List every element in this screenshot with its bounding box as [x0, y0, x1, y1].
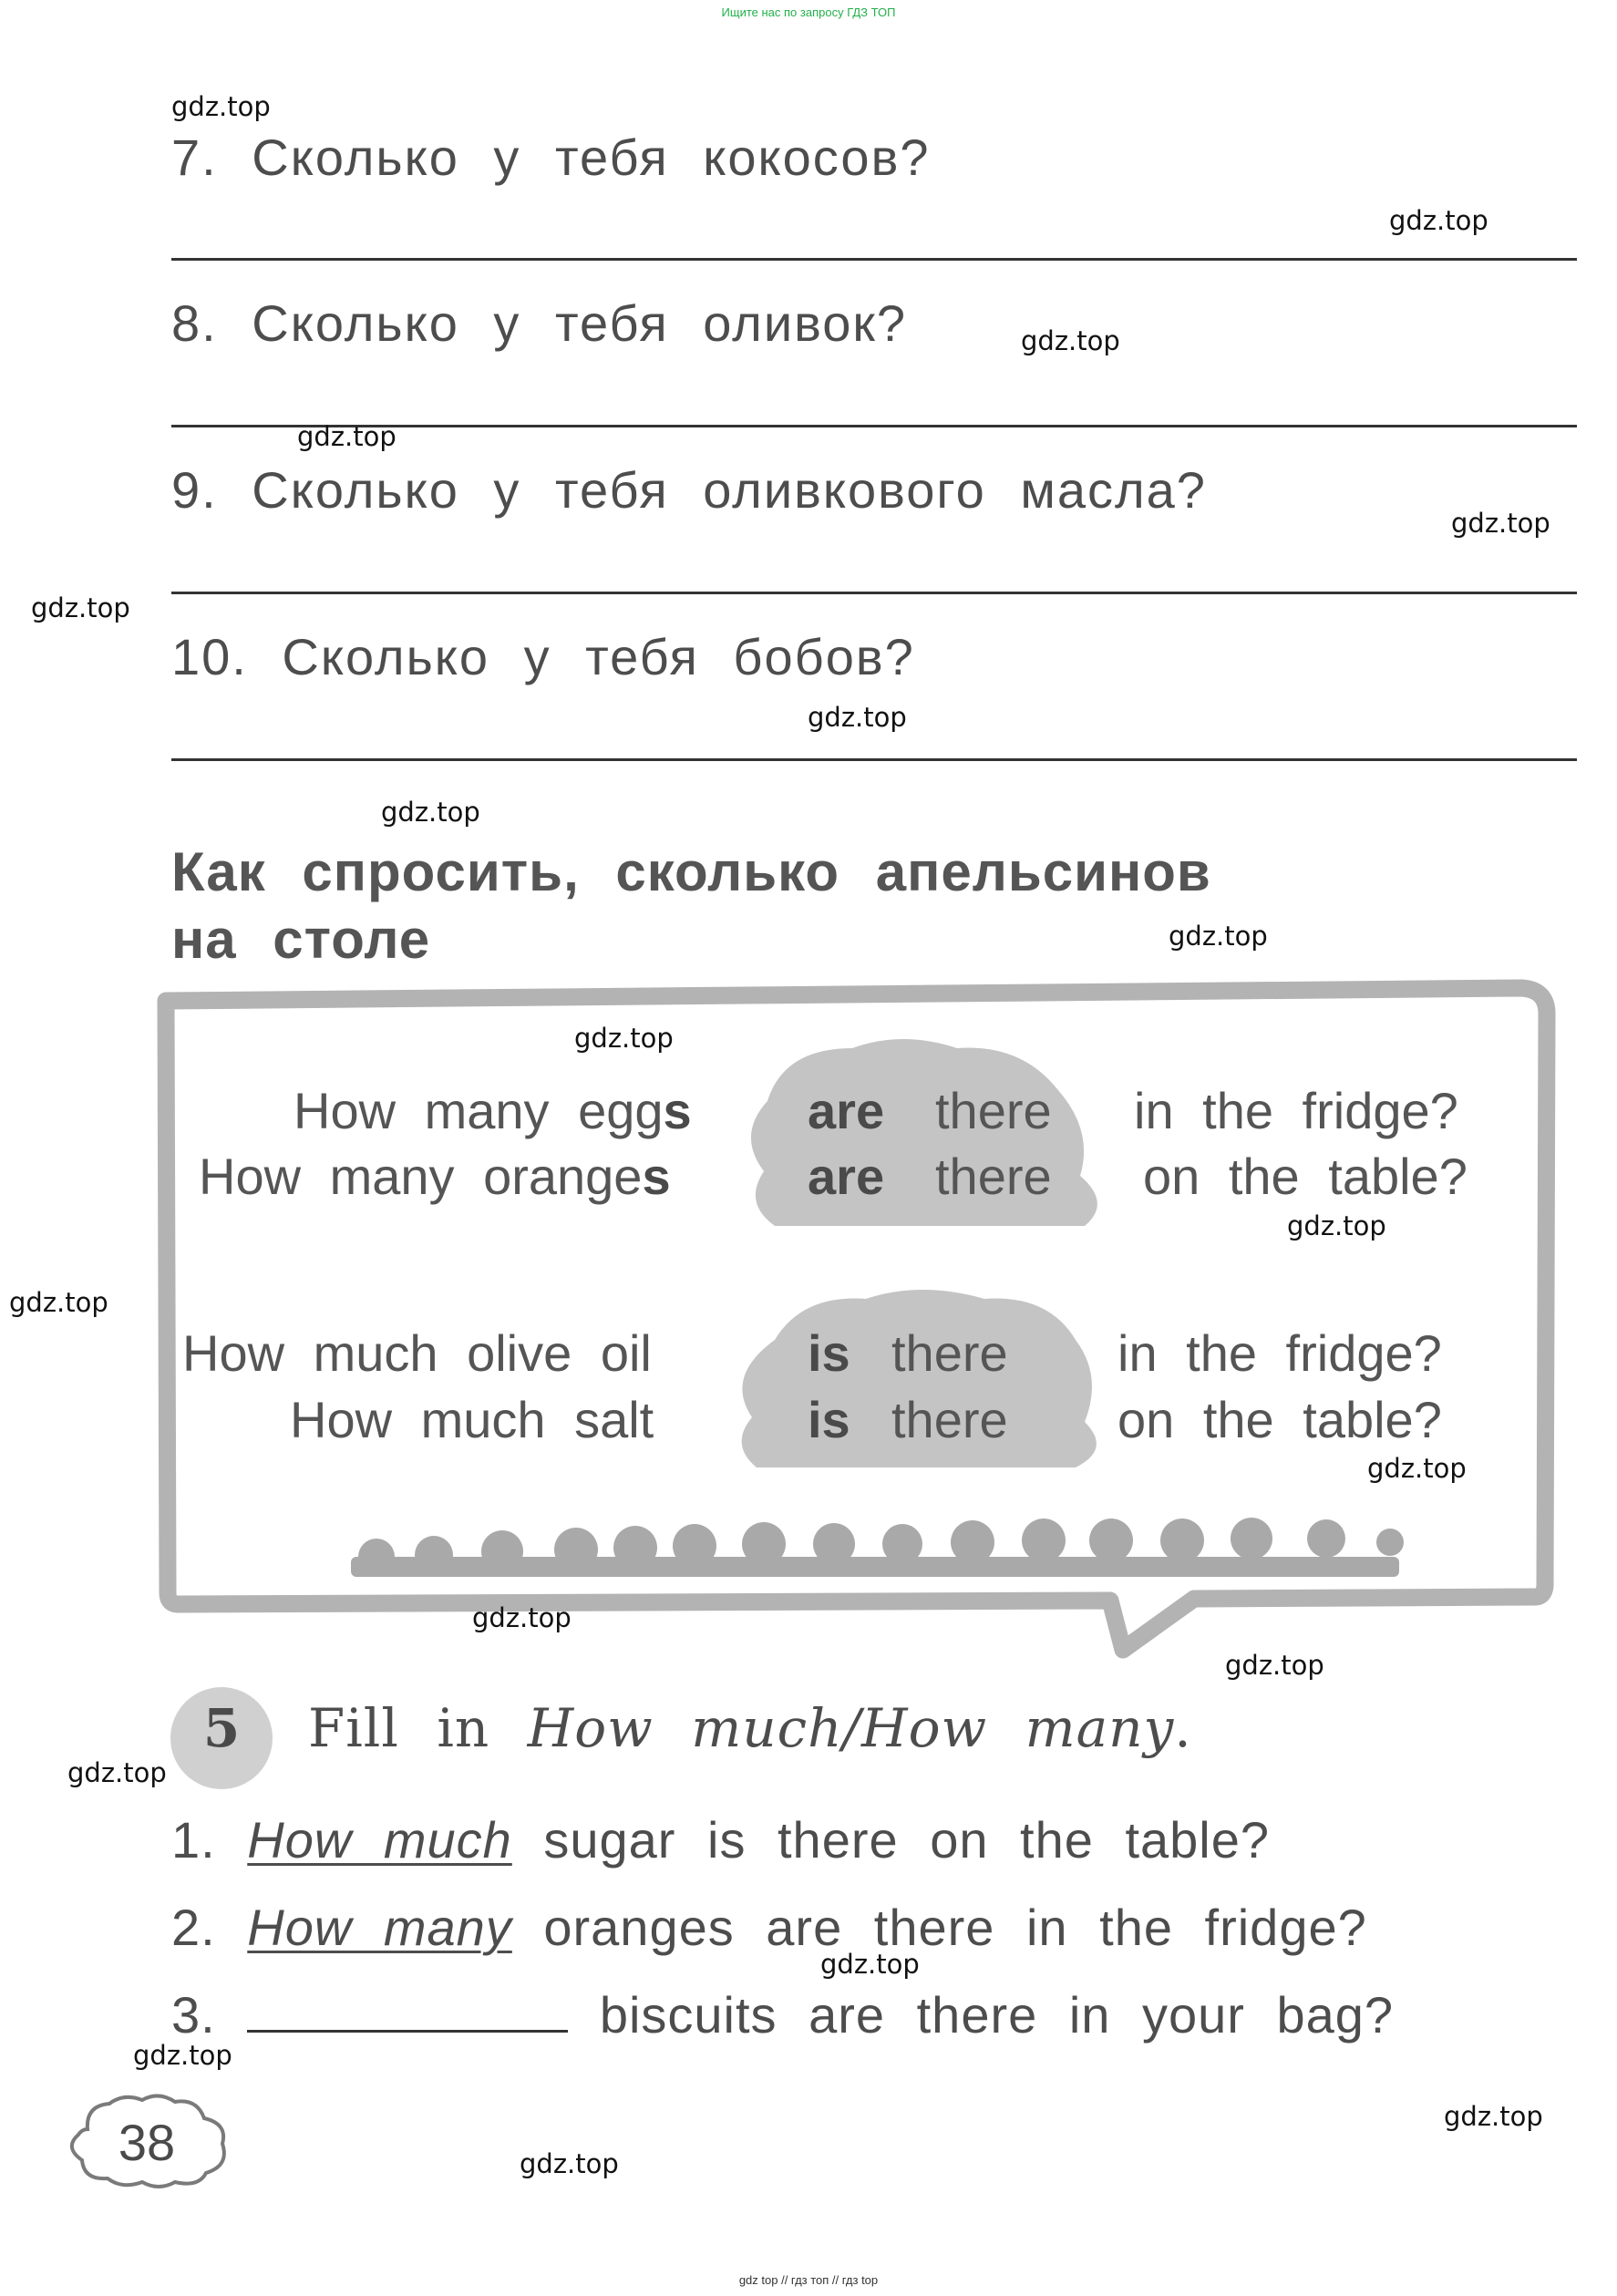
item-rest: biscuits are there in your bag? [599, 1986, 1395, 2044]
question-number: 7. [171, 129, 218, 186]
watermark: gdz.top [1021, 325, 1120, 356]
example-verb: are [808, 1082, 885, 1139]
example-row-2 [199, 1147, 671, 1206]
question-number: 9. [171, 461, 218, 519]
question-number: 8. [171, 294, 218, 352]
answer-blank [247, 2029, 568, 2033]
question-text: Сколько у тебя кокосов? [252, 129, 931, 186]
example-verb: are [808, 1148, 885, 1205]
example-row-4: How much salt [290, 1391, 654, 1448]
bead-decoration [351, 1518, 1404, 1577]
watermark: gdz.top [31, 592, 130, 623]
example-row-1 [294, 1081, 692, 1140]
watermark: gdz.top [1367, 1453, 1467, 1484]
filled-answer: How much [247, 1811, 512, 1869]
example-tail: in the fridge? [1134, 1082, 1458, 1139]
question-text: Сколько у тебя оливок? [252, 294, 908, 352]
watermark: gdz.top [820, 1949, 920, 1980]
watermark: gdz.top [1169, 921, 1268, 952]
question-text: Сколько у тебя бобов? [282, 628, 915, 685]
watermark: gdz.top [1225, 1650, 1324, 1681]
watermark: gdz.top [1287, 1210, 1386, 1241]
exercise-item-1 [171, 1810, 1270, 1869]
exercise-item-2 [171, 1898, 1367, 1957]
watermark: gdz.top [171, 91, 271, 122]
example-tail: on the table? [1143, 1148, 1468, 1205]
example-tail: on the table? [1117, 1391, 1442, 1448]
watermark: gdz.top [808, 702, 907, 733]
top-banner: Ищите нас по запросу ГДЗ ТОП [721, 5, 896, 19]
item-rest: oranges are there in the fridge? [543, 1899, 1367, 1956]
example-verb: is [808, 1391, 850, 1448]
watermark: gdz.top [67, 1757, 167, 1788]
exercise-title-italic: How much/How many [527, 1697, 1175, 1759]
exercise-title-period: . [1174, 1697, 1192, 1759]
filled-answer: How many [247, 1899, 512, 1956]
example-phrase: How many egg [294, 1082, 664, 1139]
question-number: 10. [171, 628, 248, 685]
exercise-number: 5 [202, 1697, 241, 1759]
exercise-title [308, 1697, 1192, 1759]
example-there: there [891, 1391, 1008, 1448]
exercise-item-3 [171, 1985, 1394, 2044]
watermark: gdz.top [1444, 2101, 1543, 2132]
watermark: gdz.top [297, 421, 397, 452]
heading-line-2: на столе [171, 909, 431, 970]
example-there: there [935, 1148, 1052, 1205]
plural-ending: s [642, 1148, 671, 1205]
example-there: there [891, 1324, 1008, 1382]
heading-line-1: Как спросить, сколько апельсинов [171, 841, 1211, 902]
watermark: gdz.top [472, 1602, 572, 1633]
item-number: 3. [171, 1986, 216, 2044]
example-tail: in the fridge? [1117, 1324, 1442, 1382]
example-there: there [935, 1082, 1052, 1139]
example-phrase: How many orange [199, 1148, 643, 1205]
watermark: gdz.top [574, 1023, 674, 1054]
item-number: 2. [171, 1899, 216, 1956]
item-rest: sugar is there on the table? [543, 1811, 1271, 1869]
footer-banner: gdz top // гдз топ // гдз top [738, 2273, 879, 2287]
example-row-3: How much olive oil [182, 1324, 652, 1382]
watermark: gdz.top [1389, 205, 1488, 236]
page-number: 38 [118, 2114, 176, 2171]
watermark: gdz.top [133, 2040, 232, 2071]
watermark: gdz.top [381, 797, 480, 828]
plural-ending: s [663, 1082, 692, 1139]
example-verb: is [808, 1324, 850, 1382]
watermark: gdz.top [1451, 508, 1550, 539]
watermark: gdz.top [9, 1287, 108, 1318]
watermark: gdz.top [520, 2148, 619, 2179]
question-text: Сколько у тебя оливкового масла? [252, 461, 1207, 519]
exercise-title-plain: Fill in [308, 1697, 490, 1759]
item-number: 1. [171, 1811, 216, 1869]
